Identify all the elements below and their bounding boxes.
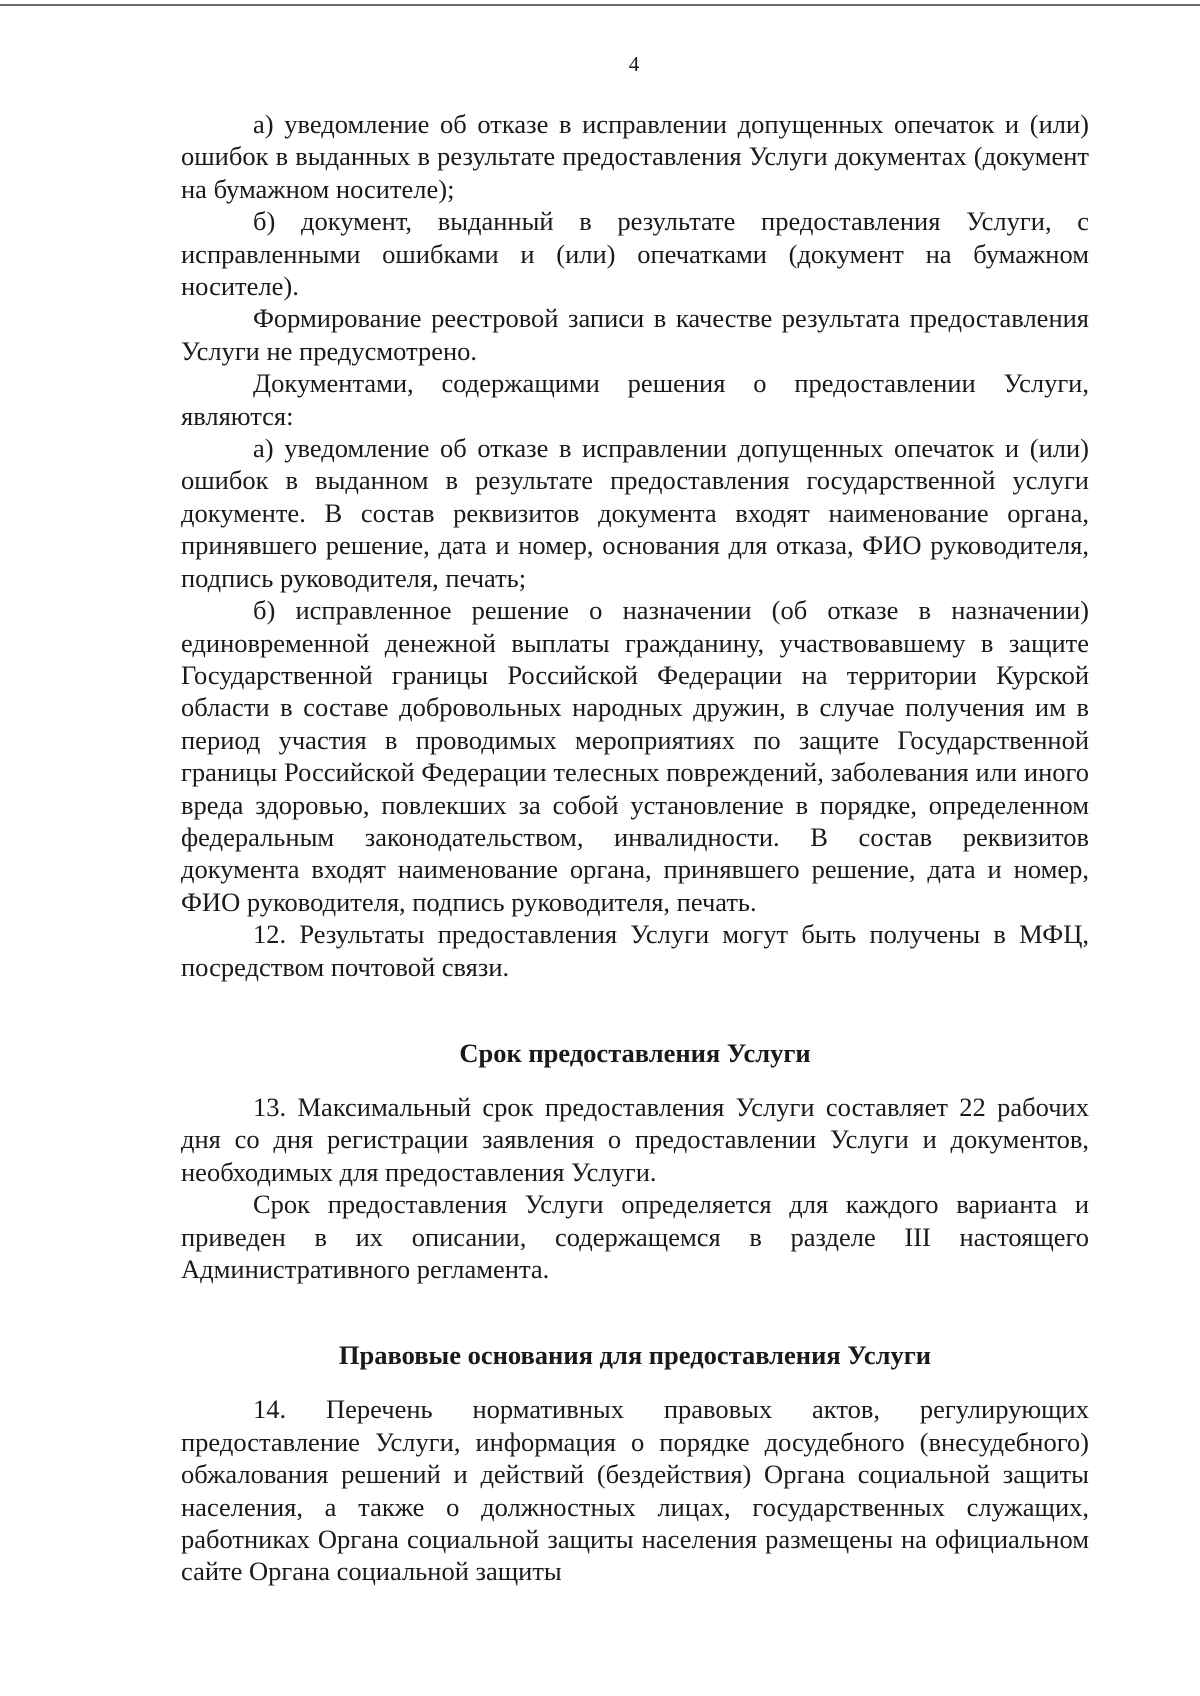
heading-legal-basis: Правовые основания для предоставления Услуги: [338, 1340, 932, 1371]
paragraph-corrected-decision: б) исправленное решение о назначении (об отказе в назначении) единовременной денежной выплаты гражданину, участвовавшему в защите Государственной границы Российской Федерации на территории Курской области в составе добровольных народных дружин, в случае получения им в период участия в проводимых мероприятиях по защите Государственной границы Российской Федерации телесных повреждений, заболевания или иного вреда здоровью, повлекших за собой установление в порядке, определенном федеральным законодательством, инвалидности. В состав реквизитов документа входят наименование органа, принявшего решение, дата и номер, ФИО руководителя, подпись руководителя, печать.: [181, 595, 1089, 917]
heading-service-term: Срок предоставления Услуги: [459, 1037, 811, 1068]
paragraph-decision-documents: Документами, содержащими решения о предоставлении Услуги, являются:: [181, 368, 1089, 431]
paragraph-decision-notice: а) уведомление об отказе в исправлении допущенных опечаток и (или) ошибок в выданном в результате предоставления государственной услуги документе. В состав реквизитов документа входят наименование органа, принявшего решение, дата и номер, основания для отказа, ФИО руководителя, подпись руководителя, печать;: [181, 433, 1089, 593]
top-border-line: [0, 4, 1200, 6]
paragraph-notice-refusal: а) уведомление об отказе в исправлении допущенных опечаток и (или) ошибок в выданных в результате предоставления Услуги документах (документ на бумажном носителе);: [181, 109, 1089, 204]
page-number: 4: [628, 52, 640, 76]
paragraph-13-max-term: 13. Максимальный срок предоставления Услуги составляет 22 рабочих дня со дня регистрации заявления о предоставлении Услуги и документов, необходимых для предоставления Услуги.: [181, 1091, 1089, 1187]
document-body: [181, 108, 1089, 1588]
paragraph-registry-record: Формирование реестровой записи в качестве результата предоставления Услуги не предусмотрено.: [181, 303, 1089, 366]
paragraph-12-results: 12. Результаты предоставления Услуги могут быть получены в МФЦ, посредством почтовой связи.: [181, 919, 1089, 982]
paragraph-14-legal-acts: 14. Перечень нормативных правовых актов, регулирующих предоставление Услуги, информация о порядке досудебного (внесудебного) обжалования решений и действий (бездействия) Органа социальной защиты населения, а также о должностных лицах, государственных служащих, работниках Органа социальной защиты населения размещены на официальном сайте Органа социальной защиты: [181, 1394, 1089, 1587]
paragraph-term-per-variant: Срок предоставления Услуги определяется для каждого варианта и приведен в их описании, содержащемся в разделе III настоящего Административного регламента.: [181, 1189, 1089, 1284]
paragraph-corrected-document: б) документ, выданный в результате предоставления Услуги, с исправленными ошибками и (или) опечатками (документ на бумажном носителе).: [181, 206, 1089, 302]
